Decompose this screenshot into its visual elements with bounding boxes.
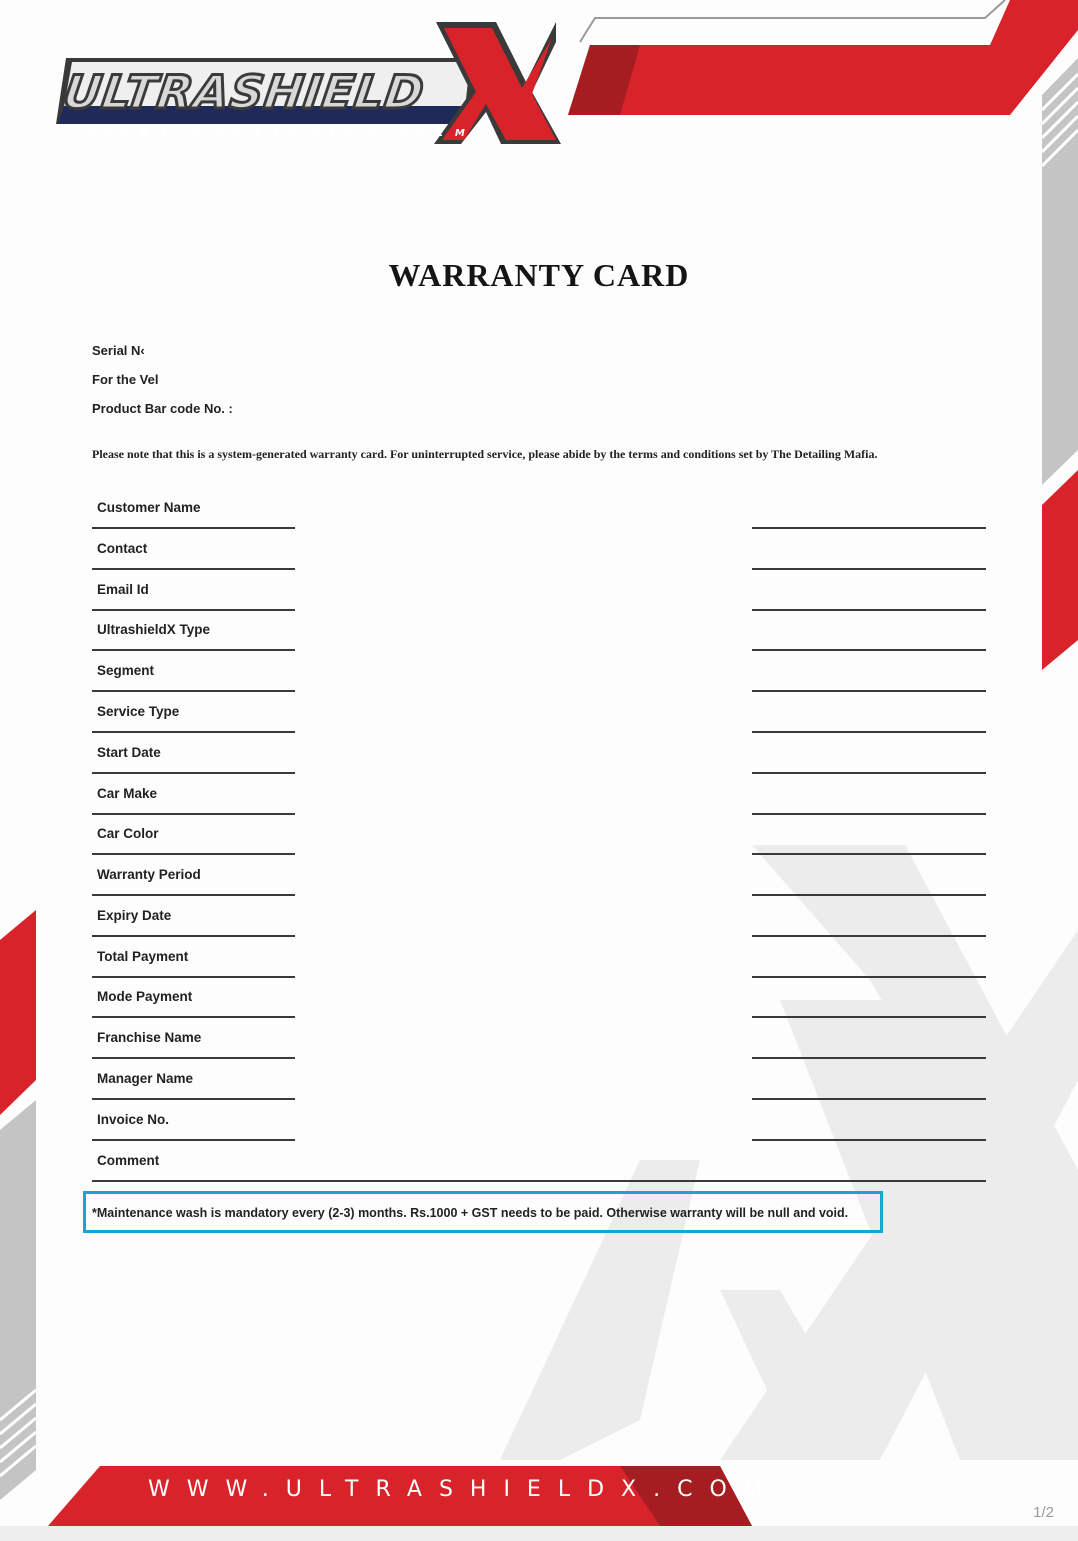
field-label: Segment xyxy=(97,663,155,678)
field-row-contact xyxy=(92,529,986,570)
field-label: Car Make xyxy=(97,786,158,801)
field-row-manager-name xyxy=(92,1059,986,1100)
field-label: Total Payment xyxy=(97,949,189,964)
field-label: Warranty Period xyxy=(97,867,201,882)
field-row-service-type xyxy=(92,692,986,733)
logo-tagline: PAINT PROTECTION FILM xyxy=(86,128,477,139)
logo-wordmark: ULTRASHIELD xyxy=(60,65,428,119)
field-label: Manager Name xyxy=(97,1071,194,1086)
field-row-start-date xyxy=(92,733,986,774)
field-row-total-payment xyxy=(92,937,986,978)
field-label: Comment xyxy=(97,1153,160,1168)
page-indicator: 1/2 xyxy=(1033,1504,1054,1521)
field-row-email xyxy=(92,570,986,611)
vehicle-label: For the Vel xyxy=(92,372,159,387)
field-label: Franchise Name xyxy=(97,1030,202,1045)
field-row-franchise-name xyxy=(92,1018,986,1059)
page-title: WARRANTY CARD xyxy=(388,257,690,293)
field-label: Customer Name xyxy=(97,500,201,515)
field-label: Expiry Date xyxy=(97,908,172,923)
brand-logo xyxy=(56,22,566,144)
maintenance-note-highlight xyxy=(83,1191,883,1233)
field-label: Contact xyxy=(97,541,148,556)
field-row-car-make xyxy=(92,774,986,815)
field-label: Invoice No. xyxy=(97,1112,170,1127)
field-row-invoice-no xyxy=(92,1100,986,1141)
field-underline-full xyxy=(92,1180,986,1182)
field-label: Car Color xyxy=(97,826,159,841)
serial-number-label: Serial N‹ xyxy=(92,343,145,358)
field-row-ultrashieldx-type xyxy=(92,610,986,651)
maintenance-note: *Maintenance wash is mandatory every (2-3) months. Rs.1000 + GST needs to be paid. Otherwise warranty will be null and void. xyxy=(92,1206,849,1220)
field-row-mode-payment xyxy=(92,977,986,1018)
field-label: Start Date xyxy=(97,745,161,760)
field-row-warranty-period xyxy=(92,855,986,896)
field-label: Service Type xyxy=(97,704,180,719)
field-row-expiry-date xyxy=(92,896,986,937)
field-label: Mode Payment xyxy=(97,989,193,1004)
product-barcode-label: Product Bar code No. : xyxy=(92,401,233,416)
website-url: WWW.ULTRASHIELDX.COM xyxy=(148,1477,780,1502)
field-label: UltrashieldX Type xyxy=(97,622,211,637)
field-label: Email Id xyxy=(97,582,149,597)
field-row-car-color xyxy=(92,814,986,855)
field-row-comment xyxy=(92,1141,986,1182)
system-generated-notice: Please note that this is a system-generated warranty card. For uninterrupted service, please abide by the terms and conditions set by The Detailing Mafia. xyxy=(92,447,878,461)
field-row-segment xyxy=(92,651,986,692)
field-row-customer-name xyxy=(92,488,986,529)
